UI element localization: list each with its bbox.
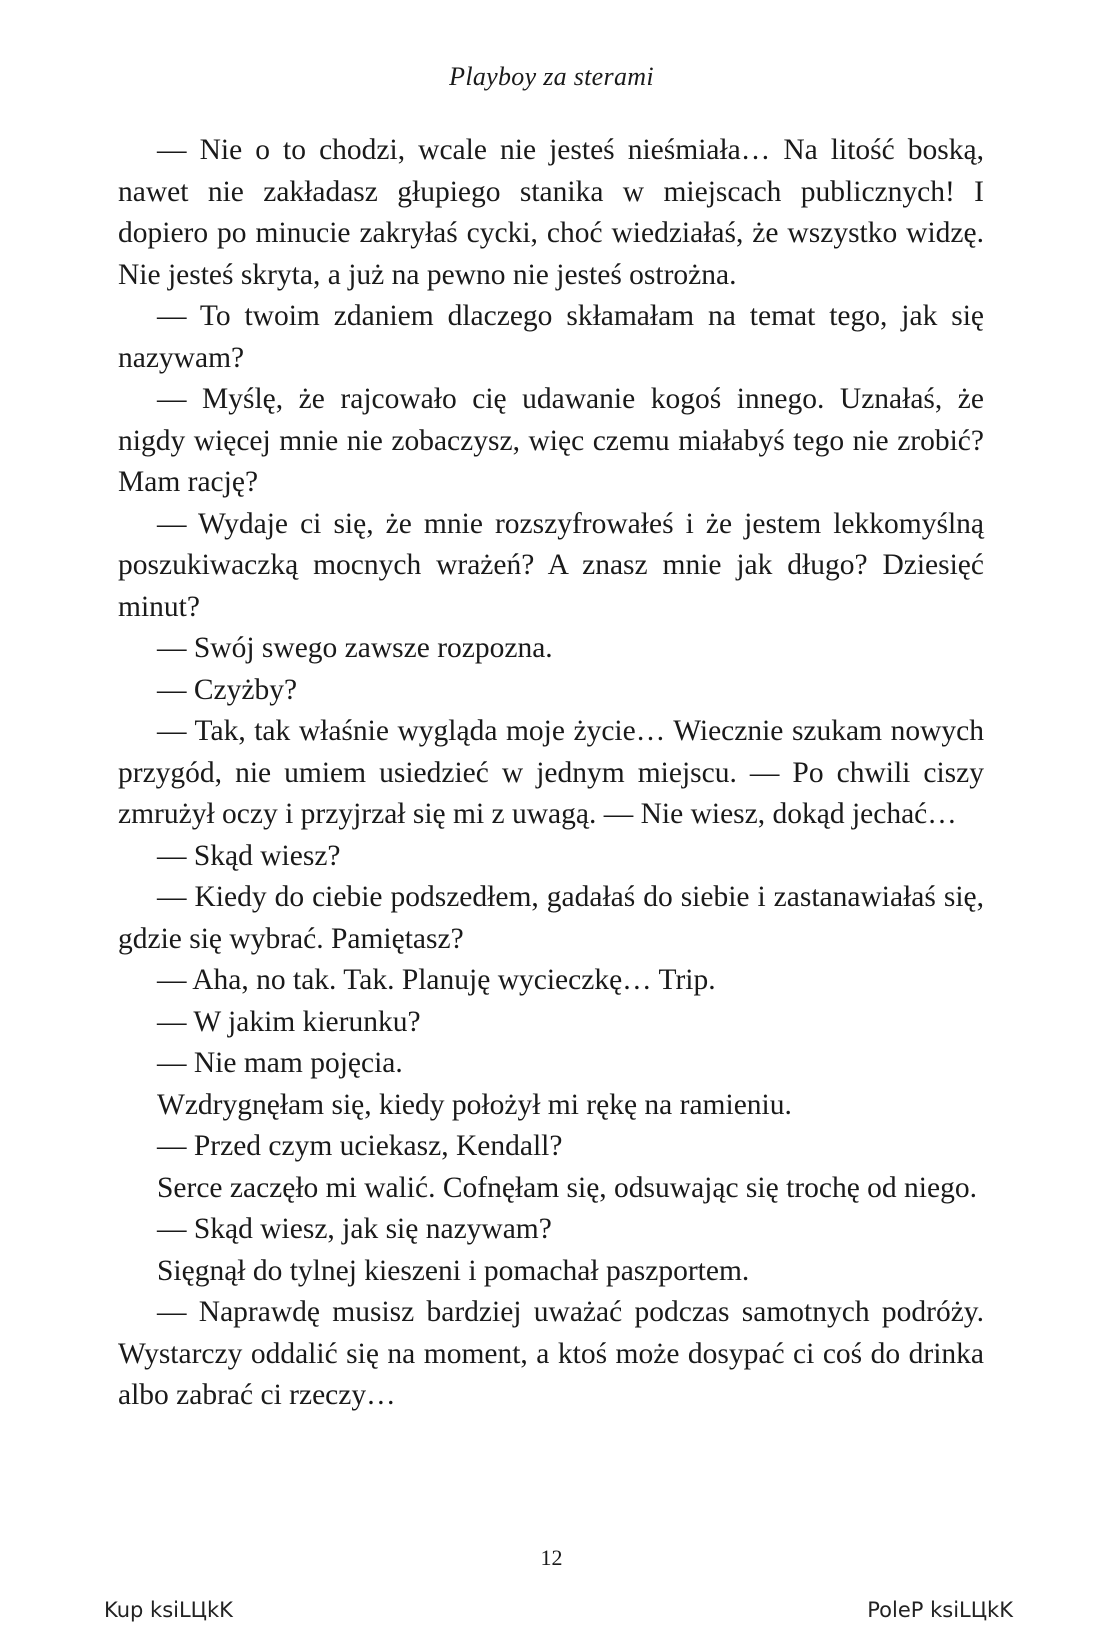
paragraph: — Nie mam pojęcia. bbox=[157, 1047, 403, 1079]
buy-book-link[interactable]: Kup ksiLЦkK bbox=[104, 1598, 233, 1622]
running-head-title: Playboy za sterami bbox=[449, 62, 654, 91]
paragraph: — To twoim zdaniem dlaczego skłamałam na temat tego, jak się nazywam? bbox=[118, 300, 984, 374]
paragraph: — Swój swego zawsze rozpozna. bbox=[157, 632, 553, 664]
paragraph: — Skąd wiesz? bbox=[157, 839, 341, 872]
body-text bbox=[118, 130, 984, 1417]
paragraph: — Skąd wiesz, jak się nazywam? bbox=[157, 1213, 552, 1245]
paragraph: — Naprawdę musisz bardziej uważać podczas samotnych podróży. Wystarczy oddalić się na moment, a ktoś może dosypać ci coś do drinka albo zabrać ci rzeczy… bbox=[118, 1296, 984, 1411]
page-number: 12 bbox=[540, 1545, 563, 1570]
paragraph: Serce zaczęło mi walić. Cofnęłam się, odsuwając się trochę od niego. bbox=[157, 1171, 977, 1204]
recommend-book-link[interactable]: PoleP ksiLЦkK bbox=[867, 1598, 1013, 1622]
paragraph: Wzdrygnęłam się, kiedy położył mi rękę na ramieniu. bbox=[157, 1088, 792, 1121]
paragraph: — W jakim kierunku? bbox=[157, 1005, 421, 1038]
paragraph: — Aha, no tak. Tak. Planuję wycieczkę… Trip. bbox=[157, 964, 716, 996]
paragraph: — Tak, tak właśnie wygląda moje życie… Wiecznie szukam nowych przygód, nie umiem usiedzieć w jednym miejscu. — Po chwili ciszy zmrużył oczy i przyjrzał się mi z uwagą. — Nie wiesz, dokąd jechać… bbox=[118, 715, 984, 830]
paragraph: — Kiedy do ciebie podszedłem, gadałaś do siebie i zastanawiałaś się, gdzie się wybrać. Pamiętasz? bbox=[118, 881, 984, 955]
paragraph: — Myślę, że rajcowało cię udawanie kogoś innego. Uznałaś, że nigdy więcej mnie nie zobaczysz, więc czemu miałabyś tego nie zrobić? Mam rację? bbox=[118, 383, 984, 498]
paragraph: — Czyżby? bbox=[157, 673, 298, 706]
paragraph: — Wydaje ci się, że mnie rozszyfrowałeś i że jestem lekkomyślną poszukiwaczką mocnych wrażeń? A znasz mnie jak długo? Dziesięć minut? bbox=[118, 507, 984, 623]
paragraph: — Przed czym uciekasz, Kendall? bbox=[157, 1130, 563, 1162]
paragraph: Sięgnął do tylnej kieszeni i pomachał paszportem. bbox=[157, 1254, 750, 1287]
paragraph: — Nie o to chodzi, wcale nie jesteś nieśmiała… Na litość boską, nawet nie zakładasz głupiego stanika w miejscach publicznych! I dopiero po minucie zakryłaś cycki, choć wiedziałaś, że wszystko widzę. Nie jesteś skryta, a już na pewno nie jesteś ostrożna. bbox=[118, 134, 984, 291]
